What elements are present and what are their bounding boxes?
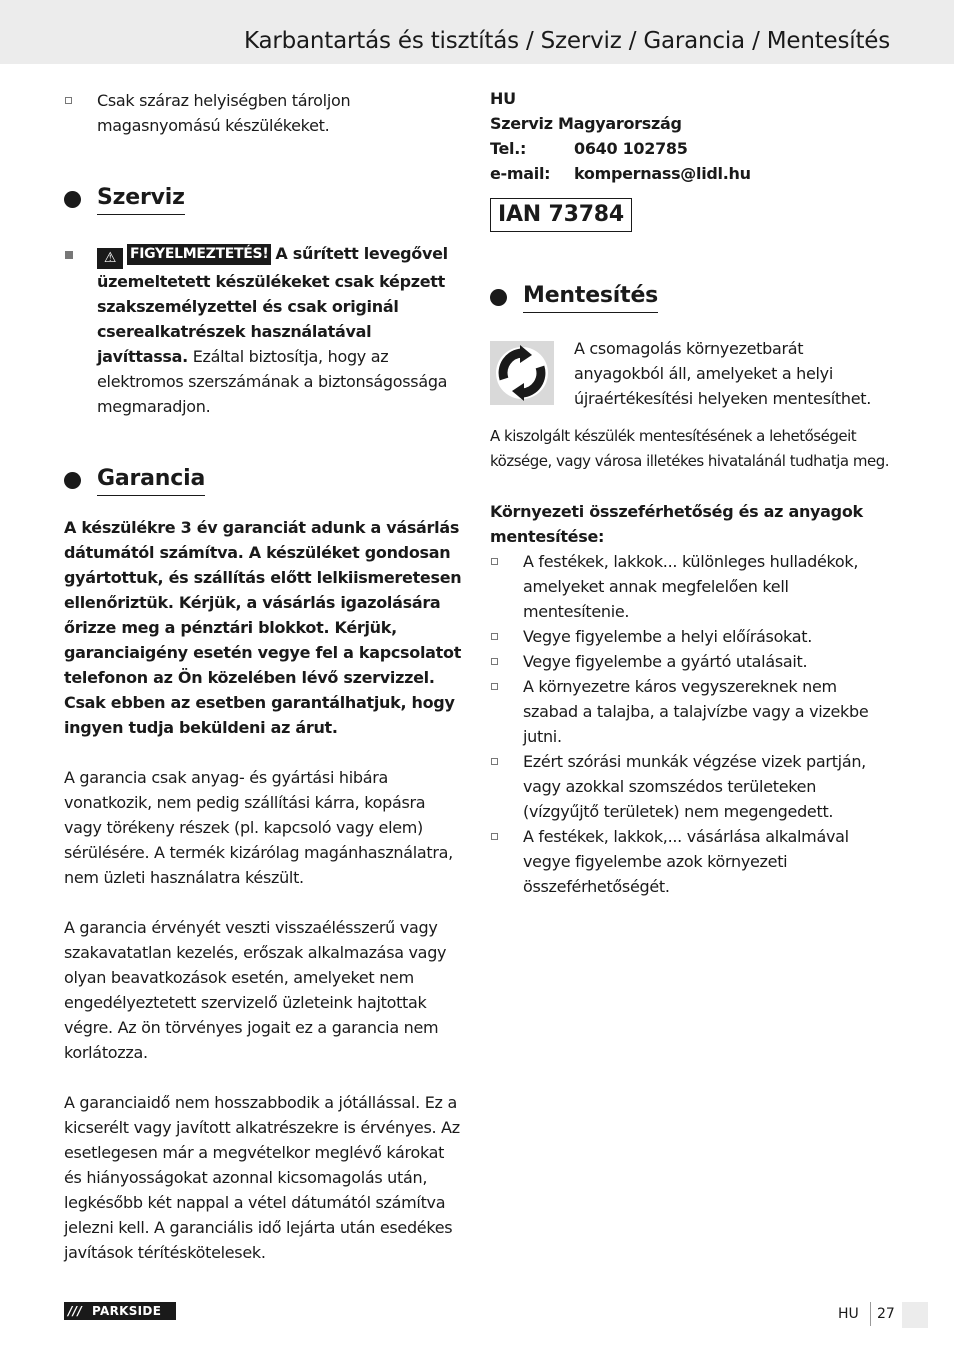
checkbox-bullet-icon <box>491 683 498 690</box>
footer-language: HU <box>838 1306 859 1322</box>
disposal-heading <box>490 282 892 314</box>
ian-wrapper <box>490 198 892 232</box>
packaging-block <box>490 336 892 411</box>
warning-label: FIGYELMEZTETÉS! <box>127 244 271 265</box>
list-item <box>490 624 892 649</box>
page-number: 27 <box>877 1306 895 1322</box>
phone-label: Tel.: <box>490 139 527 158</box>
left-column <box>64 86 464 1265</box>
device-disposal-text: A kiszolgált készülék mentesítésének a lehetőségeit községe, vagy városa illetékes hivatalánál tudhatja meg. <box>490 427 889 470</box>
email-value: kompernass@lidl.hu <box>574 164 751 183</box>
checkbox-bullet-icon <box>491 633 498 640</box>
env-list <box>490 549 892 899</box>
checkbox-bullet-icon <box>491 758 498 765</box>
warranty-heading-text: Garancia <box>97 465 205 496</box>
contact-service-name: Szerviz Magyarország <box>490 114 682 133</box>
warranty-paragraph-2: A garancia érvényét veszti visszaélésszerű vagy szakavatatlan kezelés, erőszak alkalmazása vagy olyan beavatkozások esetén, amelyeket nem engedélyeztetett szervizelő üzleteink hajtottak végre. Az ön törvényes jogait ez a garancia nem korlátozza. <box>64 918 447 1062</box>
list-item <box>490 824 892 899</box>
storage-item-text: Csak száraz helyiségben tároljon magasnyomású készülékeket. <box>97 91 351 135</box>
contact-country: HU <box>490 89 516 108</box>
footer-divider <box>870 1302 871 1326</box>
email-label: e-mail: <box>490 164 551 183</box>
list-item-text: Vegye figyelembe a helyi előírásokat. <box>523 627 813 646</box>
warranty-bold-paragraph: A készülékre 3 év garanciát adunk a vásárlás dátumától számítva. A készüléket gondosan gyártottuk, és szállítás előtt lelkiismeretesen ellenőriztük. Kérjük, a vásárlás igazolására őrizze meg a pénztári blokkot. Kérjük, garanciaigény esetén vegye fel a kapcsolatot telefonon az Ön közelében lévő szervizzel. Csak ebben az esetben garantálhatjuk, hogy ingyen tudja beküldeni az árut. <box>64 518 462 737</box>
ian-number: IAN 73784 <box>490 198 632 232</box>
parkside-logo <box>64 1302 176 1320</box>
disposal-heading-text: Mentesítés <box>523 282 658 313</box>
checkbox-bullet-icon <box>491 558 498 565</box>
storage-list-item <box>64 88 464 138</box>
phone-value: 0640 102785 <box>574 139 688 158</box>
warranty-heading <box>64 465 464 497</box>
packaging-text: A csomagolás környezetbarát anyagokból áll, amelyeket a helyi újraértékesítési helyeken mentesíthet. <box>574 339 872 408</box>
page-title: Karbantartás és tisztítás / Szerviz / Garancia / Mentesítés <box>244 28 890 54</box>
page-header <box>0 0 954 64</box>
bullet-dot-icon <box>64 191 81 208</box>
bullet-dot-icon <box>490 289 507 306</box>
bullet-dot-icon <box>64 472 81 489</box>
list-item <box>490 649 892 674</box>
warning-triangle-icon: ⚠ <box>97 248 123 269</box>
service-warning-item <box>64 241 464 419</box>
list-item-text: A környezetre káros vegyszereknek nem szabad a talajba, a talajvízbe vagy a vizekbe jutni. <box>523 677 869 746</box>
list-item-text: A festékek, lakkok,... vásárlása alkalmával vegye figyelembe azok környezeti összeférhetőségét. <box>523 827 849 896</box>
footer-tab-marker <box>902 1302 928 1328</box>
warning-bold-text: A sűrített levegővel üzemeltetett készülékeket csak képzett szakszemélyzettel és csak originál cserealkatrészek használatával javíttassa. <box>97 244 448 366</box>
warranty-paragraph-1: A garancia csak anyag- és gyártási hibára vonatkozik, nem pedig szállítási kárra, kopásra vagy törékeny részek (pl. kapcsoló vagy elem) sérülésére. A termék kizárólag magánhasználatra, nem üzleti használatra készült. <box>64 768 453 887</box>
list-item <box>490 674 892 749</box>
checkbox-bullet-icon <box>491 833 498 840</box>
list-item-text: Ezért szórási munkák végzése vizek partján, vagy azokkal szomszédos területeken (vízgyűjtő területek) nem megengedett. <box>523 752 866 821</box>
logo-stripes-icon: /// <box>68 1304 83 1318</box>
list-item-text: Vegye figyelembe a gyártó utalásait. <box>523 652 808 671</box>
warranty-paragraph-3: A garanciaidő nem hosszabbodik a jótállással. Ez a kicserélt vagy javított alkatrészekre is érvényes. Az esetlegesen már a megvételkor meglévő károkat és hiányosságokat azonnal kicsomagolás után, legkésőbb két nappal a vétel dátumától számítva jelezni kell. A garanciális idő lejárta után esedékes javítások térítéskötelesek. <box>64 1093 460 1262</box>
service-contact <box>490 86 892 186</box>
env-heading: Környezeti összeférhetőség és az anyagok mentesítése: <box>490 502 863 546</box>
warning-normal-text: Ezáltal biztosítja, hogy az elektromos szerszámának a biztonságossága megmaradjon. <box>97 347 448 416</box>
brand-name: PARKSIDE <box>92 1304 162 1318</box>
contact-phone-row <box>490 136 892 161</box>
contact-email-row <box>490 161 892 186</box>
service-heading-text: Szerviz <box>97 184 185 215</box>
square-bullet-icon <box>65 251 73 259</box>
list-item-text: A festékek, lakkok... különleges hulladékok, amelyeket annak megfelelően kell mentesítenie. <box>523 552 859 621</box>
list-item <box>490 549 892 624</box>
checkbox-bullet-icon <box>491 658 498 665</box>
service-heading <box>64 184 464 216</box>
checkbox-bullet-icon <box>65 97 72 104</box>
right-column <box>490 86 892 899</box>
green-dot-recycle-icon <box>490 341 554 405</box>
list-item <box>490 749 892 824</box>
